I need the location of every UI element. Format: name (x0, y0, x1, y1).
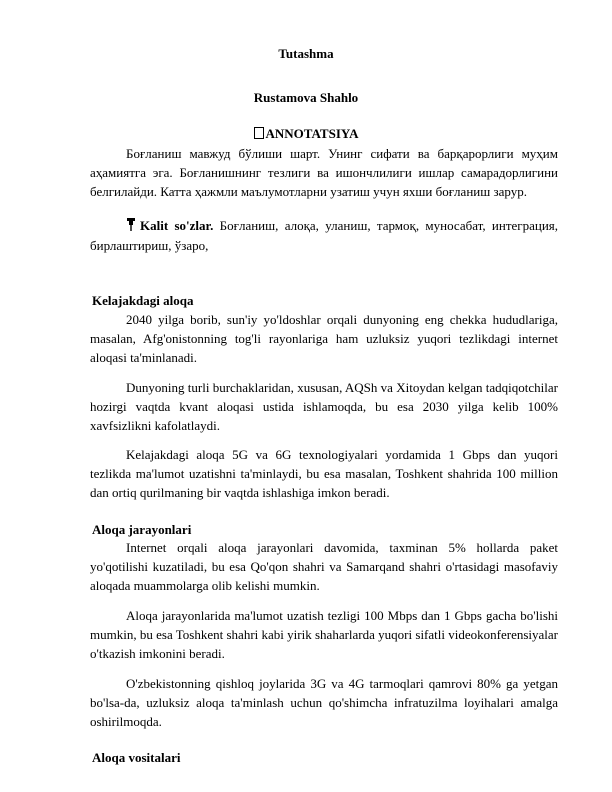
section-heading-processes: Aloqa jarayonlari (92, 522, 192, 537)
annotation-heading-text: ANNOTATSIYA (265, 126, 359, 141)
keywords-label: Kalit so'zlar. (140, 218, 214, 233)
keywords-paragraph (90, 216, 558, 256)
box-glyph-icon (254, 127, 264, 139)
section-paragraph: Aloqa jarayonlarida ma'lumot uzatish tezligi 100 Mbps dan 1 Gbps gacha bo'lishi mumkin, bu esa Toshkent shahri kabi yirik shaharlarda yuqori sifatli videokonferensiyalar o'tkazish imkonini beradi. (90, 608, 558, 661)
annotation-heading (0, 126, 612, 142)
document-title: Tutashma (278, 46, 334, 61)
annotation-text: Боғланиш мавжуд бўлиши шарт. Унинг сифати ва барқарорлиги муҳим аҳамиятга эга. Боғланишнинг тезлиги ва ишончлилиги ишлар самарадорлигини белгилайди. Катта ҳажмли маълумотларни узатиш учун яхши боғланиш зарур. (90, 146, 558, 199)
section-paragraph: 2040 yilga borib, sun'iy yo'ldoshlar orqali dunyoning eng chekka hududlariga, masalan, Afg'onistonning tog'li rayonlariga ham uzluksiz yuqori tezlikdagi internet aloqasi ta'minlanadi. (90, 312, 558, 365)
section-paragraph: O'zbekistonning qishloq joylarida 3G va 4G tarmoqlari qamrovi 80% ga yetgan bo'lsa-da, uzluksiz aloqa ta'minlash uchun qo'shimcha infratuzilma loyihalari amalga oshirilmoqda. (90, 676, 558, 729)
pin-icon (126, 218, 136, 231)
section-heading-means: Aloqa vositalari (92, 750, 181, 765)
keywords-text: Боғланиш, алоқа, уланиш, тармоқ, муносабат, интеграция, бирлаштириш, ўзаро, (90, 218, 559, 253)
section-paragraph: Dunyoning turli burchaklaridan, xususan, AQSh va Xitoydan kelgan tadqiqotchilar hozirgi vaqtda kvant aloqasi ustida ishlamoqda, bu esa 2030 yilga kelib 100% xavfsizlikni kafolatlaydi. (90, 380, 558, 433)
section-paragraph: Internet orqali aloqa jarayonlari davomida, taxminan 5% hollarda paket yo'qotilishi kuzatiladi, bu esa Qo'qon shahri va Samarqand shahri o'rtasidagi masofaviy aloqada muammolarga olib kelishi mumkin. (90, 540, 558, 593)
section-heading-future: Kelajakdagi aloqa (92, 293, 194, 308)
section-paragraph: Kelajakdagi aloqa 5G va 6G texnologiyalari yordamida 1 Gbps dan yuqori tezlikda ma'lumot uzatishni ta'minlaydi, bu esa masalan, Toshkent shahrida 100 million dan ortiq qurilmaning bir vaqtda ishlashiga imkon beradi. (90, 447, 558, 500)
author-name: Rustamova Shahlo (253, 90, 359, 105)
